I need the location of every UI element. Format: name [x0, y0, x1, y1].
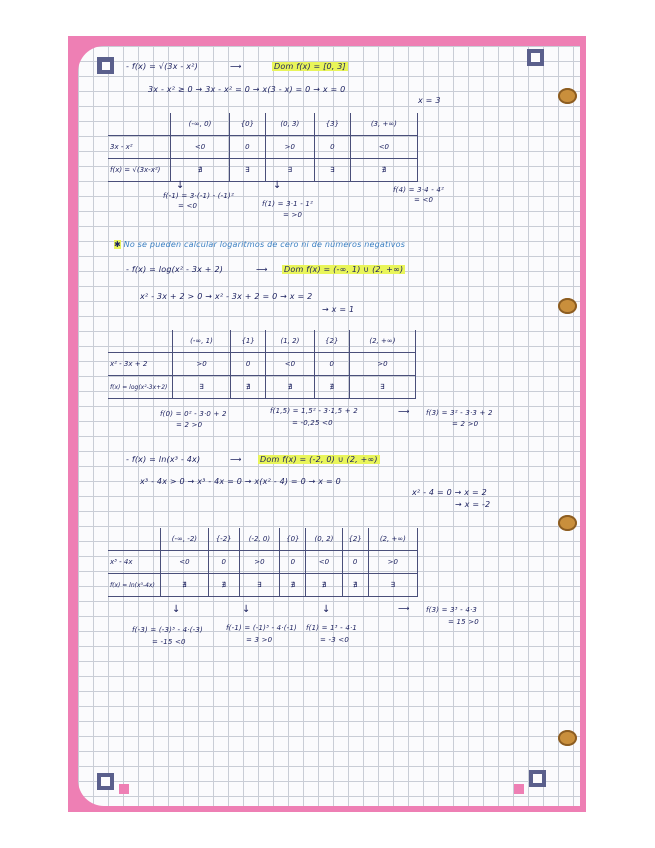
- calc-line: = 2 >0: [452, 420, 479, 428]
- arrow-down-icon: ↓: [172, 604, 181, 615]
- table-cell: 0: [314, 353, 349, 376]
- calc-line: = 15 >0: [448, 618, 479, 626]
- sign-table: [108, 528, 418, 597]
- table-header: {1}: [231, 330, 266, 353]
- table-cell: 0: [314, 136, 350, 159]
- pink-square-marker: [119, 784, 129, 794]
- table-cell: ∄: [314, 376, 349, 399]
- table-cell: 0: [342, 551, 368, 574]
- calc-line: = 3 >0: [246, 636, 273, 644]
- domain-result: Dom f(x) = (-2, 0) ∪ (2, +∞): [260, 455, 378, 464]
- table-cell: <0: [350, 136, 417, 159]
- arrow: ⟶: [256, 265, 268, 274]
- binder-hole: [558, 730, 577, 746]
- calc-line: = -15 <0: [152, 638, 186, 646]
- table-cell: 0: [208, 551, 239, 574]
- table-cell: <0: [171, 136, 230, 159]
- table-header: (-2, 0): [239, 528, 280, 551]
- equation-line: → x = 1: [322, 305, 355, 314]
- table-cell: ∃: [314, 159, 350, 182]
- table-header: {2}: [314, 330, 349, 353]
- table-cell: ∄: [231, 376, 266, 399]
- table-corner: [108, 528, 161, 551]
- row-label: x³ - 4x: [108, 551, 161, 574]
- corner-marker-icon: [97, 57, 114, 74]
- calc-line: = 2 >0: [176, 421, 203, 429]
- calc-line: f(-3) = (-3)³ - 4·(-3): [132, 626, 203, 634]
- table-cell: ∄: [306, 574, 342, 597]
- function-definition: - f(x) = log(x² - 3x + 2): [126, 265, 224, 274]
- equation-line: x³ - 4x > 0 → x³ - 4x = 0 → x(x² - 4) = 0 → x = 0: [140, 477, 341, 486]
- table-header: (2, +∞): [349, 330, 415, 353]
- row-label: 3x - x²: [108, 136, 171, 159]
- table-header: (1, 2): [266, 330, 314, 353]
- table-header: {0}: [229, 113, 265, 136]
- table-cell: <0: [161, 551, 209, 574]
- table-cell: ∃: [368, 574, 417, 597]
- calc-line: = -3 <0: [320, 636, 350, 644]
- row-label: f(x) = √(3x-x²): [108, 159, 171, 182]
- calc-line: f(-1) = (-1)³ - 4·(-1): [226, 624, 297, 632]
- table-cell: ∄: [342, 574, 368, 597]
- table-cell: 0: [280, 551, 306, 574]
- table-cell: ∃: [173, 376, 231, 399]
- calc-line: = <0: [178, 202, 198, 210]
- domain-result: Dom f(x) = (-∞, 1) ∪ (2, +∞): [284, 265, 404, 274]
- calc-line: f(3) = 3² - 3·3 + 2: [426, 409, 493, 417]
- function-definition: - f(x) = √(3x - x²): [126, 62, 198, 71]
- arrow-down-icon: ↓: [176, 180, 185, 191]
- calc-line: f(1,5) = 1,5² - 3·1,5 + 2: [270, 407, 358, 415]
- table-cell: >0: [368, 551, 417, 574]
- binder-hole: [558, 88, 577, 104]
- row-label: f(x) = log(x²-3x+2): [108, 376, 173, 399]
- table-cell: ∄: [280, 574, 306, 597]
- table-cell: ∄: [266, 376, 314, 399]
- corner-marker-icon: [527, 49, 544, 66]
- function-definition: - f(x) = ln(x³ - 4x): [126, 455, 201, 464]
- table-cell: ∃: [349, 376, 415, 399]
- sign-table: [108, 330, 416, 399]
- table-cell: ∄: [208, 574, 239, 597]
- table-cell: 0: [231, 353, 266, 376]
- arrow: ⟶: [230, 455, 242, 464]
- table-cell: ∃: [239, 574, 280, 597]
- arrow: ⟶: [230, 62, 242, 71]
- table-corner: [108, 113, 171, 136]
- table-header: {-2}: [208, 528, 239, 551]
- arrow-down-icon: ↓: [273, 180, 282, 191]
- table-header: (-∞, 1): [173, 330, 231, 353]
- table-header: {2}: [342, 528, 368, 551]
- arrow: ⟶: [398, 604, 410, 613]
- equation-line: 3x - x² ≥ 0 → 3x - x² = 0 → x(3 - x) = 0 → x = 0: [148, 85, 346, 94]
- calc-line: f(1) = 1³ - 4·1: [306, 624, 358, 632]
- note-text: ✱ No se pueden calcular logaritmos de cero ni de números negativos: [114, 240, 406, 249]
- row-label: x² - 3x + 2: [108, 353, 173, 376]
- table-cell: >0: [173, 353, 231, 376]
- calc-line: = -0,25 <0: [292, 419, 333, 427]
- arrow: ⟶: [398, 407, 410, 416]
- table-header: (0, 2): [306, 528, 342, 551]
- table-header: {0}: [280, 528, 306, 551]
- binder-hole: [558, 515, 577, 531]
- table-cell: <0: [266, 353, 314, 376]
- table-header: (3, +∞): [350, 113, 417, 136]
- arrow-down-icon: ↓: [242, 604, 251, 615]
- pink-square-marker: [514, 784, 524, 794]
- table-corner: [108, 330, 173, 353]
- table-header: (2, +∞): [368, 528, 417, 551]
- equation-line: x² - 4 = 0 → x = 2: [412, 488, 487, 497]
- table-cell: ∃: [229, 159, 265, 182]
- table-cell: 0: [229, 136, 265, 159]
- table-cell: <0: [306, 551, 342, 574]
- table-cell: ∄: [350, 159, 417, 182]
- arrow-down-icon: ↓: [322, 604, 331, 615]
- calc-line: f(4) = 3·4 - 4²: [393, 186, 445, 194]
- table-header: (-∞, 0): [171, 113, 230, 136]
- calc-line: f(3) = 3³ - 4·3: [426, 606, 478, 614]
- corner-marker-icon: [529, 770, 546, 787]
- equation-line: x = 3: [418, 96, 441, 105]
- calc-line: f(-1) = 3·(-1) - (-1)²: [163, 192, 234, 200]
- domain-result: Dom f(x) = [0, 3]: [274, 62, 346, 71]
- table-cell: ∃: [265, 159, 314, 182]
- table-cell: ∄: [161, 574, 209, 597]
- corner-marker-icon: [97, 773, 114, 790]
- calc-line: f(1) = 3·1 - 1²: [262, 200, 314, 208]
- calc-line: = <0: [414, 196, 434, 204]
- sign-table: [108, 113, 418, 182]
- table-header: {3}: [314, 113, 350, 136]
- table-cell: >0: [265, 136, 314, 159]
- table-cell: >0: [239, 551, 280, 574]
- calc-line: = >0: [283, 211, 303, 219]
- table-cell: >0: [349, 353, 415, 376]
- equation-line: → x = -2: [455, 500, 491, 509]
- table-header: (0, 3): [265, 113, 314, 136]
- table-cell: ∄: [171, 159, 230, 182]
- table-header: (-∞, -2): [161, 528, 209, 551]
- equation-line: x² - 3x + 2 > 0 → x² - 3x + 2 = 0 → x = 2: [140, 292, 313, 301]
- row-label: f(x) = ln(x³-4x): [108, 574, 161, 597]
- calc-line: f(0) = 0² - 3·0 + 2: [160, 410, 227, 418]
- binder-hole: [558, 298, 577, 314]
